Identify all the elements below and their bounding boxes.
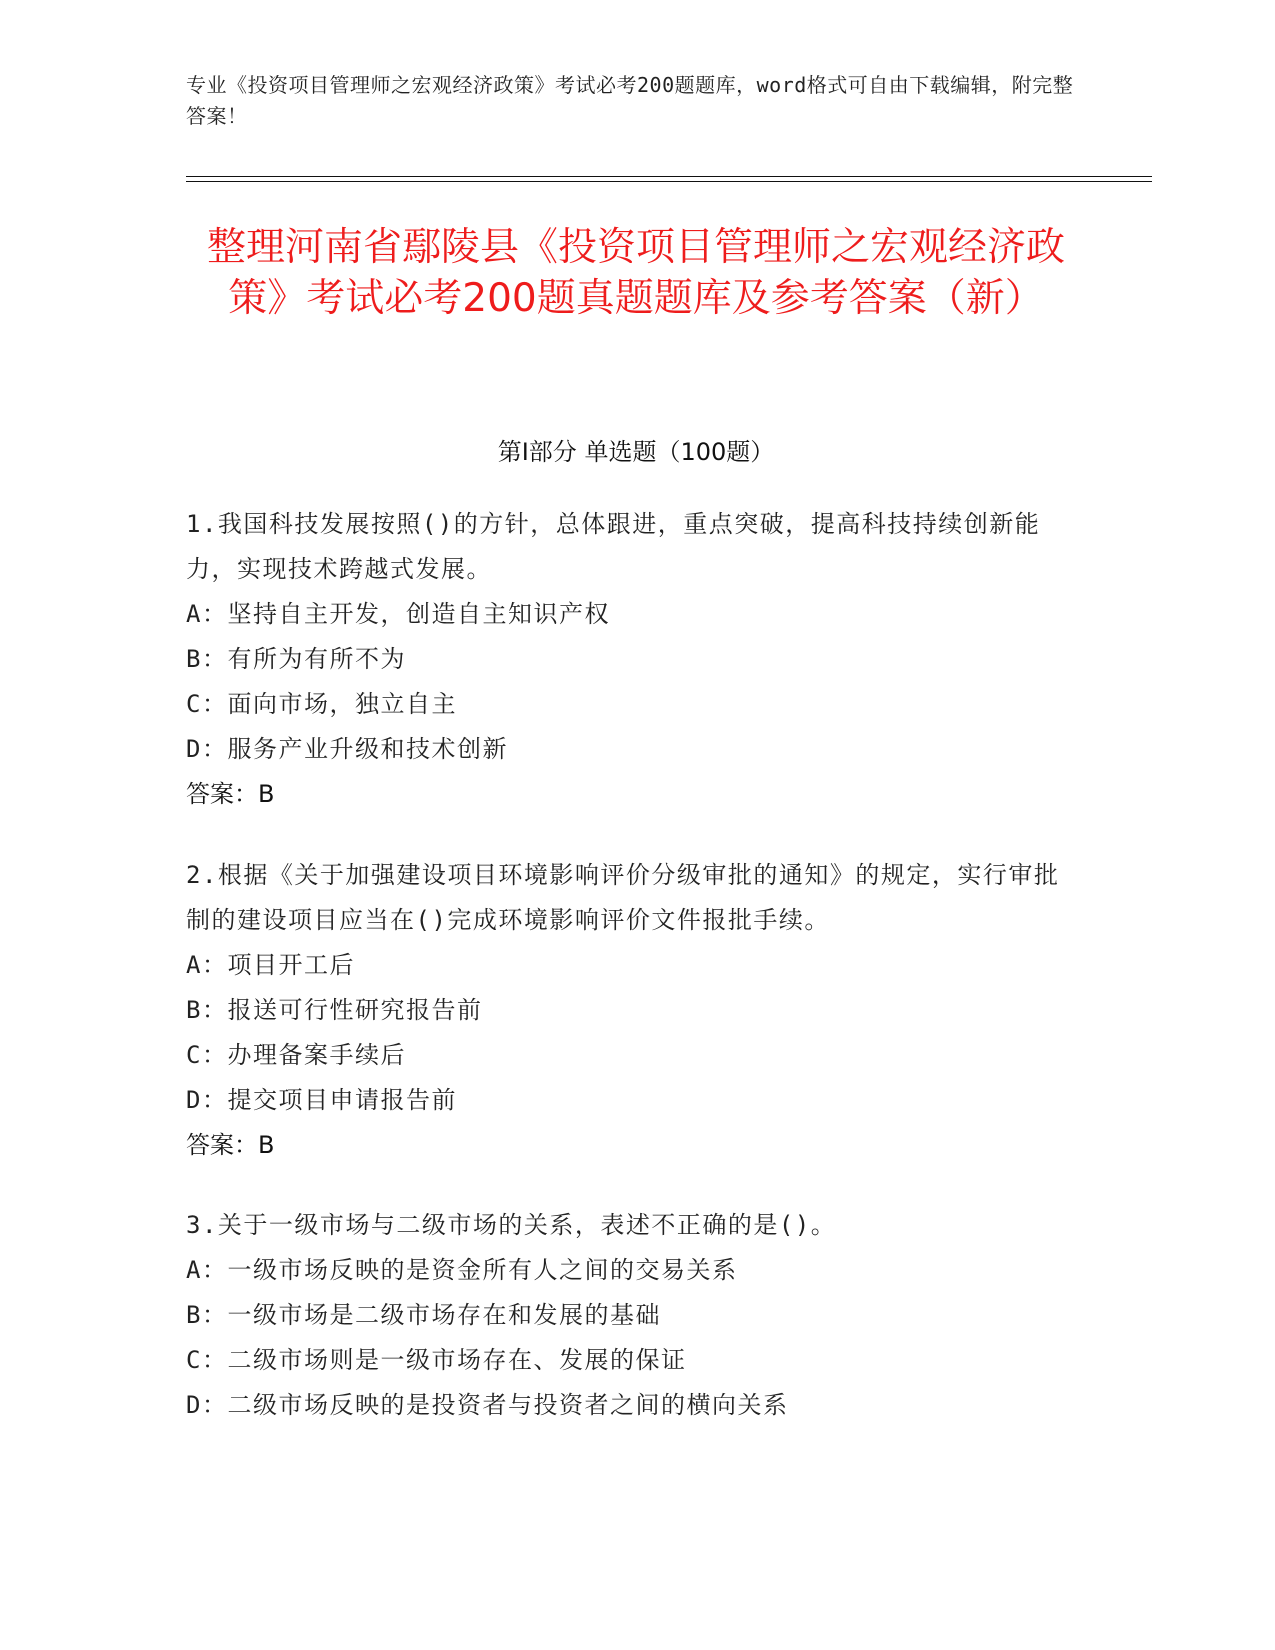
- option-a: A：一级市场反映的是资金所有人之间的交易关系: [186, 1256, 738, 1284]
- answer-line: [186, 1123, 1066, 1168]
- option-c: C：二级市场则是一级市场存在、发展的保证: [186, 1346, 687, 1374]
- option-d: D：提交项目申请报告前: [186, 1086, 457, 1114]
- answer-value: B: [258, 780, 275, 808]
- document-title: 整理河南省鄢陵县《投资项目管理师之宏观经济政策》考试必考200题真题题库及参考答案（新）: [206, 225, 1065, 321]
- answer-label: 答案：: [186, 780, 258, 808]
- answer-line: [186, 772, 1066, 817]
- question-stem: 2.根据《关于加强建设项目环境影响评价分级审批的通知》的规定，实行审批制的建设项目应当在()完成环境影响评价文件报批手续。: [186, 861, 1060, 934]
- option-c: C：面向市场，独立自主: [186, 690, 457, 718]
- question-3: [186, 1203, 1066, 1428]
- question-1: [186, 502, 1066, 817]
- option-b: B：报送可行性研究报告前: [186, 996, 483, 1024]
- section-title: 第I部分 单选题（100题）: [497, 438, 775, 466]
- header-note: 专业《投资项目管理师之宏观经济政策》考试必考200题题库，word格式可自由下载编辑，附完整答案！: [186, 73, 1074, 128]
- question-2: [186, 853, 1066, 1168]
- option-d: D：服务产业升级和技术创新: [186, 735, 508, 763]
- header-rule-bottom: [186, 181, 1152, 182]
- answer-value: B: [258, 1131, 275, 1159]
- option-a: A：坚持自主开发，创造自主知识产权: [186, 600, 610, 628]
- question-stem: 1.我国科技发展按照()的方针，总体跟进，重点突破，提高科技持续创新能力，实现技术跨越式发展。: [186, 510, 1041, 583]
- option-d: D：二级市场反映的是投资者与投资者之间的横向关系: [186, 1391, 789, 1419]
- header-rule-top: [186, 176, 1152, 177]
- option-a: A：项目开工后: [186, 951, 355, 979]
- question-stem: 3.关于一级市场与二级市场的关系，表述不正确的是()。: [186, 1211, 837, 1239]
- option-b: B：一级市场是二级市场存在和发展的基础: [186, 1301, 661, 1329]
- option-c: C：办理备案手续后: [186, 1041, 406, 1069]
- answer-label: 答案：: [186, 1131, 258, 1159]
- option-b: B：有所为有所不为: [186, 645, 406, 673]
